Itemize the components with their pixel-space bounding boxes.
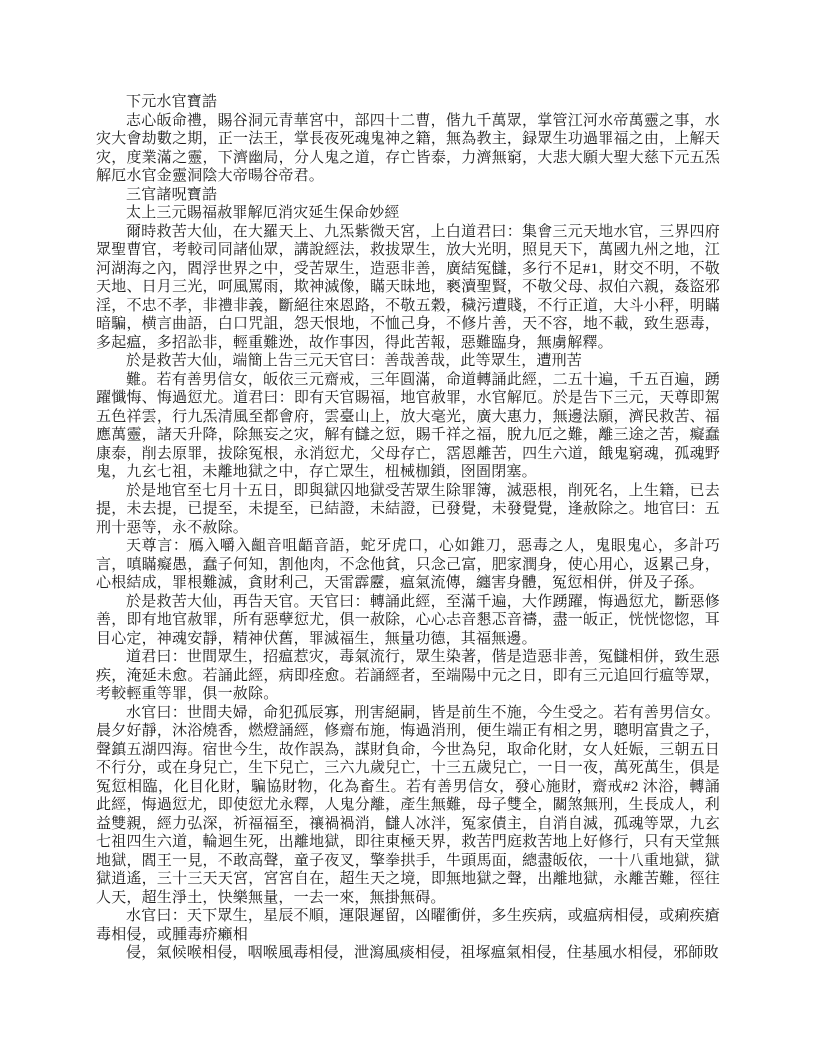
paragraph: 道君曰：世間眾生，招瘟惹灾，毒氣流行，眾生染著，偕是造惡非善，冤讎相併，致生惡疾，淹延未愈。若誦此經，病即痊愈。若誦經者，至端陽中元之日，即有三元追回行瘟等眾，考較輕重等罪，俱一赦除。 [96, 649, 720, 702]
paragraph: 爾時救苦大仙，在大羅天上、九炁紫微天宮，上白道君曰：集會三元天地水官，三界四府眾聖曹官，考較司同諸仙眾，講說經法，救拔眾生，放大光明，照見天下，萬國九州之地，江河湖海之內，閻浮世界之中，受苦眾生，造惡非善，廣結冤讎，多行不足#1，財交不明，不敬天地、日月三光，呵風罵雨，欺神滅像，瞞天昧地，褻瀆聖賢，不敬父母、叔伯六親，姦盜邪淫，不忠不孝，非禮非義，斷絕往來恩路，不敬五穀，穢污遭賤，不行正道，大斗小秤，明瞞暗騙，横言曲語，白口咒詛，怨天恨地，不恤己身，不修片善，天不容，地不載，致生惡毒，多起瘟，多招訟非，輕重難迯，故作事因，得此苦報，惡難臨身，無虜解釋。 [96, 223, 720, 351]
paragraph: 志心皈命禮，賜谷洞元青華宮中，部四十二曹，偕九千萬眾，掌管江河水帝萬靈之事，水灾大會劫數之期，正一法王，掌長夜死魂鬼神之籍，無為教主，録眾生功過罪福之由，上解天灾，度業滿之靈，下濟幽局，分人鬼之道，存亡皆泰，力濟無窮，大悲大願大聖大慈下元五炁解厄水官金靈洞陰大帝暘谷帝君。 [96, 112, 720, 184]
section-heading: 三官諸呪寶誥 [126, 186, 218, 203]
paragraph: 水官曰：世間夫婦，命犯孤辰寡，刑害絕嗣，皆是前生不施，今生受之。若有善男信女。晨夕好靜，沐浴燒香，燃燈誦經，修齋布施，悔過消刑，便生端正有相之男，聰明富貴之子，聲鎮五湖四海。宿世今生，故作誤為，謀財負命，今世為兒，取命化財，女人妊娠，三朝五日不行分，或在身兒亡，生下兒亡，三六九歲兒亡，十三五歲兒亡，一日一夜，萬死萬生，俱是冤愆相臨，化目化財，騙協財物，化為畜生。若有善男信女，發心施財，齋戒#2 沐浴，轉誦此經，悔過愆尤，即使愆尤永釋，人鬼分離，產生無難，母子雙全，關煞無刑，生長成人，利益雙親，經力弘深，祈福福至，禳禍禍消，讎人冰泮，冤家債主，自消自滅，孤魂等眾，九玄七祖四生六道，輪迴生死，出離地獄，即往東極天界，救苦門庭救苦地上好修行，只有天堂無地獄，閻王一見，不敢高聲，童子夜叉，擎拳拱手，牛頭馬面，總盡皈依，一十八重地獄，獄獄逍遙，三十三天天宮，宮宮自在，超生天之境，即無地獄之聲，出離地獄，永離苦難，徑往人天，超生淨土，快樂無量，一去一來，無掛無碍。 [96, 704, 720, 906]
paragraph: 於是救苦大仙，再告天官。天官曰：轉誦此經，至滿千遍，大作踴躍，悔過愆尤，斷惡修善，即有地官赦罪，所有惡孽愆尤，俱一赦除，心心忐音懇忑音禱，盡一皈正，恍恍惚惚，耳目心定，神魂安靜，精神伏舊，罪滅福生，無量功德，其福無邊。 [96, 593, 720, 647]
paragraph: 於是救苦大仙，端簡上告三元天官曰：善哉善哉，此等眾生，遭刑苦 [126, 353, 583, 369]
paragraph: 侵，氣候喉相侵，咽喉風毒相侵，泄瀉風痰相侵，祖塚瘟氣相侵，住基風水相侵，邪師敗 [126, 945, 719, 961]
paragraph: 於是地官至七月十五日，即與獄囚地獄受苦眾生除罪簿，滅惡根，削死名，上生籍，已去提，未去提，已提至，未提至，已結證，未結證，已發覺，未發覺覺，逢赦除之。地官曰：五刑十惡等，永不赦除。 [96, 482, 720, 536]
paragraph: 水官曰：天下眾生，星辰不順，運限遲留，凶曜衝併，多生疾病，或瘟病相侵，或痢疾瘡毒相侵，或腫毒疥癩相 [96, 908, 720, 943]
section-heading: 太上三元賜福赦罪解厄消灾延生保命妙經 [126, 205, 400, 221]
paragraph: 難。若有善男信女，皈依三元齋戒，三年圓滿，命道轉誦此經，二五十遍，千五百遍，踴躍懺悔、悔過愆尤。道君曰：即有天官賜福，地官赦罪，水官解厄。於是告下三元，天尊即駕五色祥雲，行九炁清風至都會府，雲臺山上，放大毫光，廣大惠力，無邊法願，濟民救苦、福應萬靈，諸天升降，除無妄之灾，解有讎之愆，賜千祥之福，脫九厄之難，離三途之苦，癡蠢康泰，削去原罪，拔除冤根，永消愆尤，父母存亡，霑恩離苦，四生六道，餓鬼窮魂，孤魂野鬼，九玄七祖，未離地獄之中，存亡眾生，杻械枷鎖，囹圄閉塞。 [96, 371, 720, 480]
section-heading: 下元水官寶誥 [126, 94, 218, 110]
paragraph: 天尊言：鴈入嚼入齟音咀齬音語，蛇牙虎口，心如錐刀，惡毒之人，鬼眼鬼心，多計巧言，嗔瞞癡愚，蠢子何知，割他肉，不念他貧，只念己富，肥家潤身，使心用心，返累己身，心根結成，罪根難滅，貪財利己，天雷霹靂，瘟氣流傳，纏害身體，冤愆相併，併及子孫。 [96, 538, 720, 591]
document-body [96, 93, 720, 963]
